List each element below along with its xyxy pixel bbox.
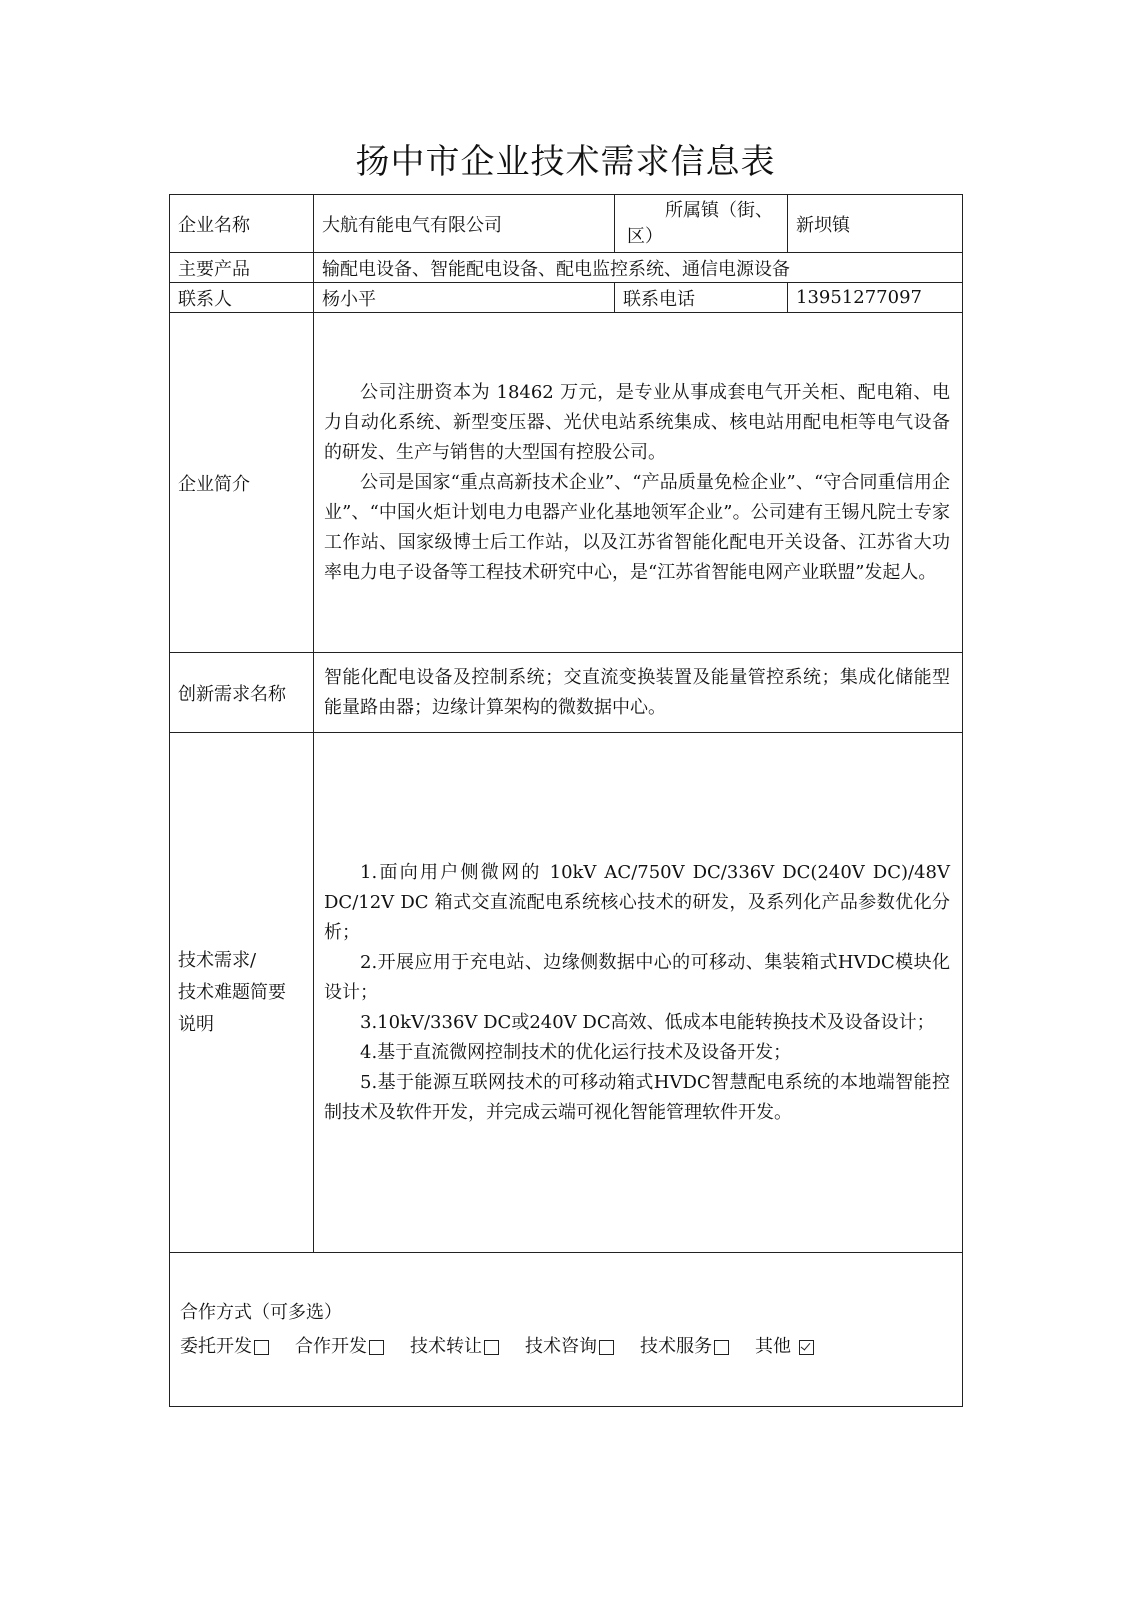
town-label-line1: 所属镇（街、 bbox=[665, 199, 773, 221]
contact-person-label: 联系人 bbox=[170, 283, 314, 313]
profile-row bbox=[170, 313, 963, 653]
company-name-label: 企业名称 bbox=[170, 195, 314, 253]
tech-row bbox=[170, 733, 963, 1253]
checkbox-other[interactable] bbox=[799, 1340, 814, 1355]
cooperation-options bbox=[180, 1332, 952, 1362]
checkbox-joint-dev[interactable] bbox=[369, 1340, 384, 1355]
profile-body bbox=[314, 313, 963, 653]
option-commissioned-dev[interactable] bbox=[180, 1332, 269, 1362]
checkbox-tech-consult[interactable] bbox=[599, 1340, 614, 1355]
profile-paragraph: 公司注册资本为 18462 万元，是专业从事成套电气开关柜、配电箱、电力自动化系统、新型变压器、光伏电站系统集成、核电站用配电柜等电气设备的研发、生产与销售的大型国有控股公司。 bbox=[324, 381, 950, 463]
tech-item: 4.基于直流微网控制技术的优化运行技术及设备开发； bbox=[360, 1041, 792, 1063]
tech-item: 3.10kV/336V DC或240V DC高效、低成本电能转换技术及设备设计； bbox=[360, 1011, 935, 1033]
innovation-label: 创新需求名称 bbox=[170, 653, 314, 733]
page-title: 扬中市企业技术需求信息表 bbox=[355, 142, 776, 182]
option-label: 合作开发 bbox=[295, 1335, 367, 1357]
products-row bbox=[170, 253, 963, 283]
contact-phone-value: 13951277097 bbox=[788, 283, 963, 313]
cooperation-row bbox=[170, 1253, 963, 1407]
option-other[interactable] bbox=[755, 1332, 814, 1362]
tech-item: 2.开展应用于充电站、边缘侧数据中心的可移动、集装箱式HVDC模块化设计； bbox=[324, 951, 950, 1003]
company-name-value: 大航有能电气有限公司 bbox=[314, 195, 615, 253]
contact-row bbox=[170, 283, 963, 313]
option-label: 技术服务 bbox=[640, 1335, 712, 1357]
tech-demand-form bbox=[169, 194, 963, 1407]
tech-label bbox=[170, 733, 314, 1253]
option-joint-dev[interactable] bbox=[295, 1332, 384, 1362]
town-label bbox=[615, 195, 788, 253]
option-tech-transfer[interactable] bbox=[410, 1332, 499, 1362]
contact-person-value: 杨小平 bbox=[314, 283, 615, 313]
option-label: 技术咨询 bbox=[525, 1335, 597, 1357]
option-label: 委托开发 bbox=[180, 1335, 252, 1357]
products-value: 输配电设备、智能配电设备、配电监控系统、通信电源设备 bbox=[314, 253, 963, 283]
tech-label-line2: 技术难题简要 bbox=[178, 981, 286, 1003]
profile-paragraph: 公司是国家“重点高新技术企业”、“产品质量免检企业”、“守合同重信用企业”、“中国火炬计划电力电器产业化基地领军企业”。公司建有王锡凡院士专家工作站、国家级博士后工作站，以及江苏省智能化配电开关设备、江苏省大功率电力电子设备等工程技术研究中心，是“江苏省智能电网产业联盟”发起人。 bbox=[324, 471, 950, 583]
tech-item: 1.面向用户侧微网的 10kV AC/750V DC/336V DC(240V DC)/48V DC/12V DC 箱式交直流配电系统核心技术的研发，及系列化产品参数优化分析； bbox=[324, 861, 950, 943]
tech-body bbox=[314, 733, 963, 1253]
option-label: 其他 bbox=[755, 1335, 791, 1357]
products-label: 主要产品 bbox=[170, 253, 314, 283]
checkbox-commissioned-dev[interactable] bbox=[254, 1340, 269, 1355]
tech-item: 5.基于能源互联网技术的可移动箱式HVDC智慧配电系统的本地端智能控制技术及软件开发，并完成云端可视化智能管理软件开发。 bbox=[324, 1071, 950, 1123]
checkbox-tech-service[interactable] bbox=[714, 1340, 729, 1355]
innovation-value: 智能化配电设备及控制系统；交直流变换装置及能量管控系统；集成化储能型能量路由器；边缘计算架构的微数据中心。 bbox=[324, 666, 950, 718]
option-tech-service[interactable] bbox=[640, 1332, 729, 1362]
checkbox-tech-transfer[interactable] bbox=[484, 1340, 499, 1355]
option-label: 技术转让 bbox=[410, 1335, 482, 1357]
cooperation-body bbox=[170, 1253, 963, 1407]
cooperation-title: 合作方式（可多选） bbox=[180, 1301, 342, 1323]
profile-label: 企业简介 bbox=[170, 313, 314, 653]
option-tech-consult[interactable] bbox=[525, 1332, 614, 1362]
innovation-row bbox=[170, 653, 963, 733]
contact-phone-label: 联系电话 bbox=[615, 283, 788, 313]
tech-label-line3: 说明 bbox=[178, 1013, 214, 1035]
town-value: 新坝镇 bbox=[788, 195, 963, 253]
town-label-line2: 区） bbox=[627, 225, 663, 247]
innovation-body bbox=[314, 653, 963, 733]
company-row bbox=[170, 195, 963, 253]
tech-label-line1: 技术需求/ bbox=[178, 949, 257, 971]
